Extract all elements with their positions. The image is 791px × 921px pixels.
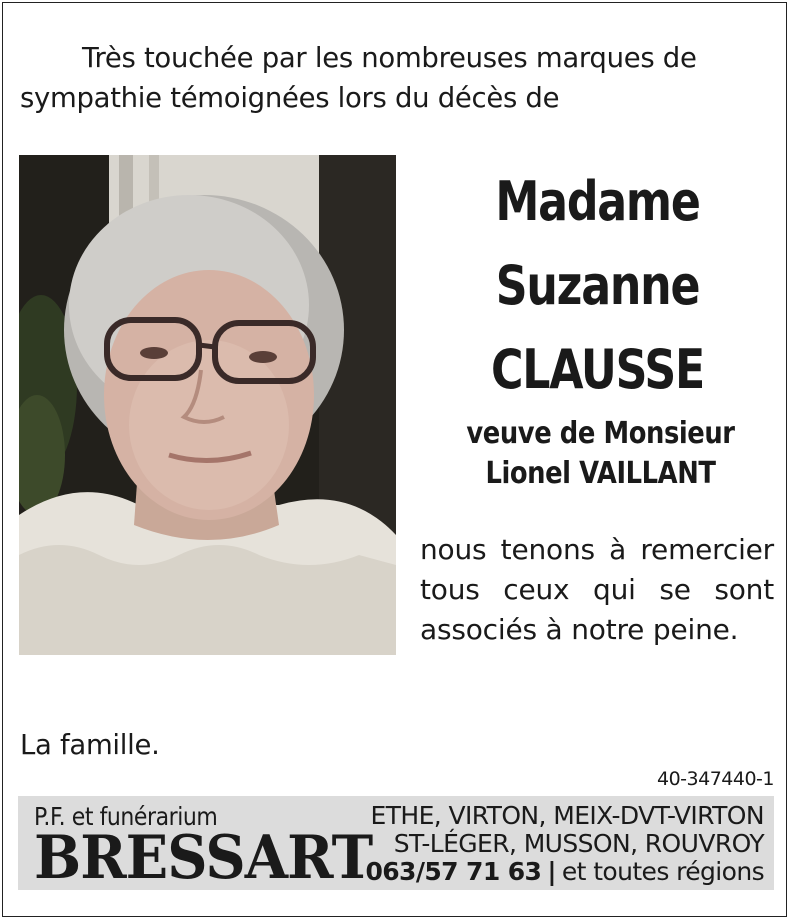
spouse-info <box>444 414 758 494</box>
thanks-text: nous tenons à remercier tous ceux qui se sont associés à notre peine. <box>420 533 774 646</box>
reference-number: 40-347440-1 <box>656 768 774 790</box>
deceased-name <box>444 160 752 412</box>
deceased-first-name: Suzanne <box>495 254 700 317</box>
spouse-line-1: veuve de Monsieur <box>466 416 735 451</box>
funeral-home-separator: | <box>547 857 556 886</box>
funeral-home-coverage: et toutes régions <box>561 857 764 886</box>
funeral-home-label: P.F. et funérarium <box>34 802 218 831</box>
spouse-line-2: Lionel VAILLANT <box>485 456 716 491</box>
funeral-home-locations-1: ETHE, VIRTON, MEIX-DVT-VIRTON <box>370 801 764 830</box>
intro-text-content: Très touchée par les nombreuses marques de sympathie témoignées lors du décès de <box>20 42 697 114</box>
deceased-last-name: CLAUSSE <box>490 338 704 401</box>
funeral-home-locations-2: ST-LÉGER, MUSSON, ROUVROY <box>393 829 764 858</box>
funeral-home-details <box>344 802 764 886</box>
funeral-home-phone: 063/57 71 63 <box>365 857 542 886</box>
deceased-title: Madame <box>495 170 700 233</box>
family-signature: La famille. <box>20 729 160 761</box>
funeral-home-banner <box>18 796 774 893</box>
funeral-home-name: BRESSART <box>34 823 373 893</box>
portrait-illustration <box>19 155 396 655</box>
intro-text <box>20 38 772 118</box>
portrait-photo <box>19 155 396 655</box>
funeral-home-contact <box>344 858 764 886</box>
